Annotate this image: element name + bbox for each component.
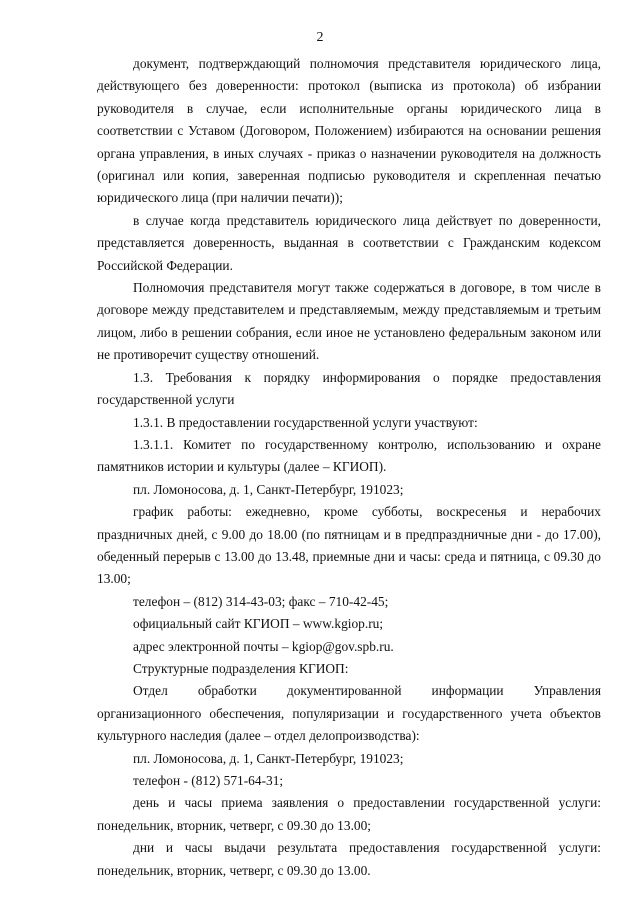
kgiop-website: официальный сайт КГИОП – www.kgiop.ru; (133, 616, 384, 632)
result-issuance-hours: дни и часы выдачи результата предоставления государственной услуги: понедельник, вторник, четверг, с 09.30 до 13.00. (97, 840, 601, 878)
records-department-phone: телефон - (812) 571-64-31; (133, 773, 284, 788)
paragraph-power-of-attorney: в случае когда представитель юридического лица действует по доверенности, представляется доверенность, выданная в соответствии с Гражданским кодексом Российской Федерации. (97, 212, 601, 273)
application-reception-hours: день и часы приема заявления о предоставлении государственной услуги: понедельник, вторник, четверг, с 09.30 до 13.00; (97, 795, 601, 833)
kgiop-email: адрес электронной почты – kgiop@gov.spb.ru. (133, 638, 394, 654)
paragraph-kgiop-committee: 1.3.1.1. Комитет по государственному контролю, использованию и охране памятников истории и культуры (далее – КГИОП). (97, 436, 601, 475)
records-department-description: Отдел обработки документированной информации Управления организационного обеспечения, популяризации и государственного учета объектов культурного наследия (далее – отдел делопроизводства): (97, 683, 601, 744)
kgiop-work-schedule: график работы: ежедневно, кроме субботы, воскресенья и нерабочих праздничных дней, с 9.00 до 18.00 (по пятницам и в предпраздничные дни - до 17.00), обеденный перерыв с 13.00 до 13.48, приемные дни и часы: среда и пятница, с 09.30 до 13.00; (97, 504, 601, 587)
kgiop-address: пл. Ломоносова, д. 1, Санкт-Петербург, 191023; (133, 481, 404, 497)
records-department-address: пл. Ломоносова, д. 1, Санкт-Петербург, 191023; (133, 750, 404, 766)
paragraph-representative-powers: Полномочия представителя могут также содержаться в договоре, в том числе в договоре между представителем и представляемым, между представляемым и третьим лицом, либо в решении собрания, если иное не установлено федеральным законом или не противоречит существу отношений. (97, 280, 601, 363)
section-heading-1-3-1: 1.3.1. В предоставлении государственной услуги участвуют: (133, 414, 478, 430)
kgiop-phone-fax: телефон – (812) 314-43-03; факс – 710-42-45; (133, 593, 389, 609)
paragraph-representative-documents: документ, подтверждающий полномочия представителя юридического лица, действующего без доверенности: протокол (выписка из протокола) об избрании руководителя в случае, если исполнительные органы юридического лица в соответствии с Уставом (Договором, Положением) избираются на основании решения органа управления, в иных случаях - приказ о назначении руководителя на должность (оригинал или копия, заверенная подписью руководителя и скрепленная печатью юридического лица (при наличии печати)); (97, 56, 601, 206)
section-heading-1-3: 1.3. Требования к порядку информирования о порядке предоставления государственной услуги (97, 369, 601, 408)
structural-divisions-heading: Структурные подразделения КГИОП: (133, 660, 349, 676)
document-body (97, 53, 601, 882)
page-number: 2 (316, 30, 324, 45)
